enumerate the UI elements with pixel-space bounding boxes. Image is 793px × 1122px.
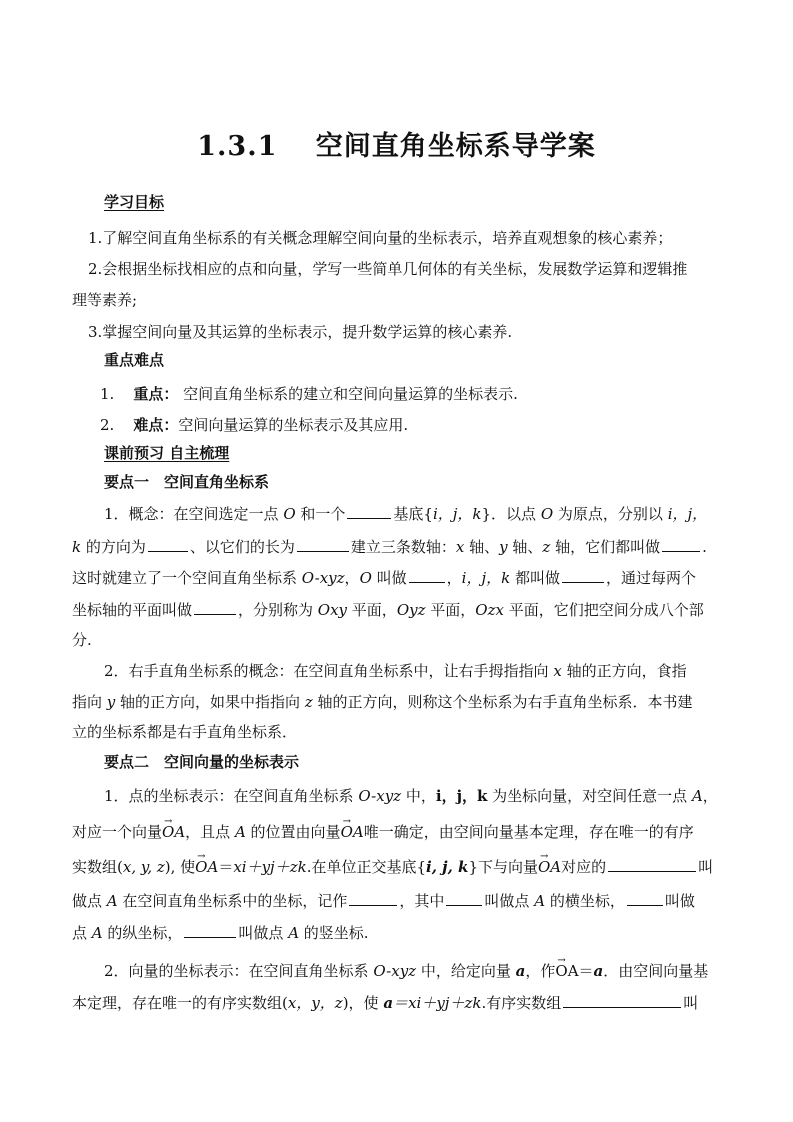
coord-line-3 [72, 857, 724, 877]
text: z [304, 693, 313, 711]
text: x [553, 662, 562, 680]
text: 唯一确定，由空间向量基本定理，存在唯一的有序 [363, 823, 694, 841]
text: a [383, 994, 394, 1012]
text: A [91, 924, 103, 942]
text: O-xyz [373, 962, 417, 980]
text: )，使 [342, 994, 384, 1012]
text: 平面，它们把空间分成八个部 [503, 601, 704, 619]
text: ), 使 [164, 858, 196, 876]
text: y [106, 693, 116, 711]
text: x，y，z [287, 994, 343, 1012]
key-heading: 重点难点 [104, 351, 165, 369]
text: i，j，k [435, 787, 488, 805]
concept-line-2 [72, 537, 724, 557]
text: . [702, 538, 707, 556]
key-point-1-text: 空间直角坐标系的建立和空间向量运算的坐标表示. [178, 385, 518, 403]
text: ＝ [218, 858, 234, 876]
text: 叫做点 [484, 892, 535, 910]
text: ，分别称为 [238, 601, 318, 619]
text: 、以它们的长为 [189, 538, 295, 556]
key-point-1 [100, 384, 752, 404]
text: 轴的正方向，则称这个坐标系为右手直角坐标系．本书建 [312, 693, 693, 711]
text: 对应一个向量 [72, 823, 163, 841]
text: k [72, 538, 82, 556]
text: 叫做 [371, 569, 407, 587]
preview-heading-text: 课前预习 自主梳理 [104, 444, 230, 462]
key-point-2-label: 难点： [133, 416, 179, 434]
blank-field[interactable] [662, 537, 700, 552]
text: x, y, z [122, 858, 165, 876]
text: 轴、 [507, 538, 543, 556]
blank-field[interactable] [562, 568, 604, 583]
preview-heading [104, 443, 756, 463]
goal-item-3: 3.掌握空间向量及其运算的坐标表示，提升数学运算的核心素养. [88, 323, 513, 341]
coord-line-4 [72, 891, 724, 911]
text: O [540, 505, 554, 523]
concept-line-5: 分. [72, 631, 92, 649]
text: 叫 [683, 994, 699, 1012]
text: }下与向量 [468, 858, 538, 876]
text: i, j, k [426, 858, 469, 876]
text: a [515, 962, 526, 980]
coord-line-2 [72, 822, 724, 842]
text: 都叫做 [510, 569, 560, 587]
text: 中， [401, 787, 436, 805]
vector-oa: → OA [162, 823, 185, 841]
blank-field[interactable] [184, 923, 236, 938]
text: 的横坐标， [545, 892, 625, 910]
text: i，j， [667, 505, 708, 523]
text: y [499, 538, 508, 556]
text: 和一个 [295, 505, 346, 523]
text: A [234, 823, 246, 841]
text: O [283, 505, 296, 523]
righthand-line-1 [104, 661, 724, 681]
text: ，通过每两个 [606, 569, 697, 587]
blank-field[interactable] [297, 537, 349, 552]
text: xi＋yj＋zk [233, 858, 307, 876]
text: 对应的 [561, 858, 607, 876]
text: 的位置由向量 [245, 823, 341, 841]
text: A [534, 892, 546, 910]
text: 点 [72, 924, 92, 942]
coord-line-1 [104, 786, 724, 806]
text: 指向 [72, 693, 107, 711]
blank-field[interactable] [446, 891, 482, 906]
goals-heading-text: 学习目标 [104, 193, 165, 211]
text: ＝xi＋yj＋zk [393, 994, 482, 1012]
text: 这时就建立了一个空间直角坐标系 [72, 569, 302, 587]
vector-oa: → OA [195, 858, 218, 876]
text: Ozx [475, 601, 504, 619]
text: 为原点，分别以 [553, 505, 668, 523]
text: 1．概念：在空间选定一点 [104, 505, 284, 523]
text: 的方向为 [81, 538, 146, 556]
text: ，且点 [185, 823, 235, 841]
key-point-1-label: 重点： [133, 385, 179, 403]
vector-oa: → OA [555, 962, 578, 980]
concept-line-3 [72, 568, 724, 588]
concept-line-4 [72, 600, 724, 620]
text: 轴的正方向，如果中指指向 [115, 693, 305, 711]
point1-heading: 要点一 空间直角坐标系 [104, 473, 270, 491]
goals-heading [104, 192, 756, 212]
text: 叫做 [664, 892, 695, 910]
text: ，其中 [399, 892, 445, 910]
blank-field[interactable] [148, 537, 188, 552]
text: 在空间直角坐标系中的坐标，记作 [117, 892, 348, 910]
text: x [455, 538, 465, 556]
text: 为坐标向量，对空间任意一点 [487, 787, 692, 805]
text: Oxy [317, 601, 348, 619]
text: O-xyz [358, 787, 402, 805]
righthand-line-2 [72, 692, 724, 712]
vector-coord-line-1 [104, 961, 724, 981]
vector-oa: → OA [538, 858, 561, 876]
text: 平面， [425, 601, 476, 619]
text: .在单位正交基底{ [306, 858, 427, 876]
point2-heading: 要点二 空间向量的坐标表示 [104, 753, 300, 771]
blank-field[interactable] [627, 891, 663, 906]
text: 叫做点 [238, 924, 289, 942]
text: }．以点 [481, 505, 541, 523]
text: 建立三条数轴： [350, 538, 456, 556]
text: .有序实数组 [481, 994, 562, 1012]
text: 叫 [698, 858, 714, 876]
blank-field[interactable] [349, 891, 397, 906]
text: 做点 [72, 892, 107, 910]
text: 轴的正方向，食指 [561, 662, 687, 680]
text: 中，给定向量 [416, 962, 516, 980]
page-title: 1.3.1 空间直角坐标系导学案 [197, 131, 596, 162]
text: 的纵坐标， [102, 924, 183, 942]
goal-item-2a: 2.会根据坐标找相应的点和向量，学写一些简单几何体的有关坐标，发展数学运算和逻辑推 [88, 260, 688, 278]
goal-item-2b: 理等素养; [72, 291, 138, 309]
righthand-line-3: 立的坐标系都是右手直角坐标系． [72, 723, 298, 741]
vector-coord-line-2 [72, 993, 724, 1013]
text: 的竖坐标. [299, 924, 369, 942]
text: 2．右手直角坐标系的概念：在空间直角坐标系中，让右手拇指指向 [104, 662, 554, 680]
text: 实数组( [72, 858, 123, 876]
text: 轴、 [464, 538, 500, 556]
text: A [691, 787, 703, 805]
text: z [542, 538, 551, 556]
text: 本定理，存在唯一的有序实数组( [72, 994, 288, 1012]
key-point-1-num: 1. [100, 385, 115, 403]
text: i，j，k [461, 569, 511, 587]
text: ， [344, 569, 360, 587]
blank-field[interactable] [608, 857, 696, 872]
text: ， [446, 569, 462, 587]
coord-line-5 [72, 923, 724, 943]
text: ，作 [525, 962, 556, 980]
text: 轴，它们都叫做 [550, 538, 661, 556]
text: ， [702, 787, 718, 805]
vector-oa: → OA [341, 823, 364, 841]
text: O [359, 569, 372, 587]
text: 2．向量的坐标表示：在空间直角坐标系 [104, 962, 374, 980]
text: 平面， [347, 601, 397, 619]
text: 基底{ [393, 505, 433, 523]
key-point-2 [100, 415, 752, 435]
blank-field[interactable] [347, 504, 391, 519]
text: 1．点的坐标表示：在空间直角坐标系 [104, 787, 359, 805]
blank-field[interactable] [409, 568, 445, 583]
blank-field[interactable] [563, 993, 681, 1008]
key-point-2-num: 2. [100, 416, 115, 434]
text: 坐标轴的平面叫做 [72, 601, 193, 619]
key-point-2-text: 空间向量运算的坐标表示及其应用. [178, 416, 409, 434]
blank-field[interactable] [194, 600, 236, 615]
text: ．由空间向量基 [603, 962, 709, 980]
goal-item-1: 1.了解空间直角坐标系的有关概念理解空间向量的坐标表示，培养直观想象的核心素养； [88, 229, 673, 247]
text: Oyz [396, 601, 426, 619]
text: i，j，k [432, 505, 482, 523]
text: A [288, 924, 300, 942]
text: ＝ [578, 962, 594, 980]
text: O-xyz [301, 569, 345, 587]
concept-line-1 [104, 504, 724, 524]
text: a [593, 962, 604, 980]
text: A [106, 892, 118, 910]
